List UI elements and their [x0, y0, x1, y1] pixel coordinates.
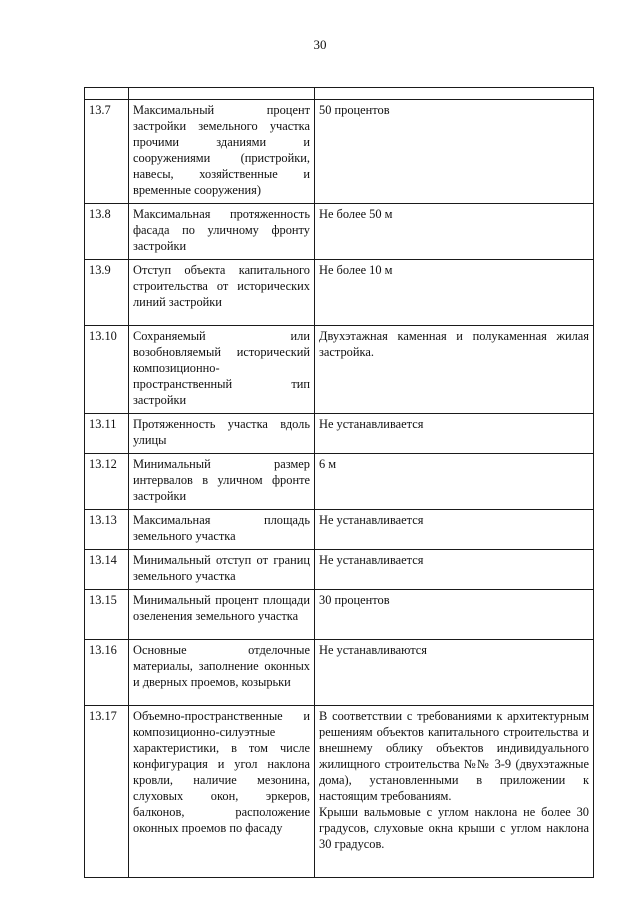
parameter-name: Протяженность участка вдоль улицы [129, 414, 315, 454]
table-row [85, 260, 594, 326]
parameter-name: Минимальный отступ от границ земельного участка [129, 550, 315, 590]
table-row [85, 706, 594, 878]
requirements-table [84, 87, 594, 878]
parameter-value [315, 706, 594, 878]
parameter-name: Минимальный размер интервалов в уличном фронте застройки [129, 454, 315, 510]
row-number: 13.15 [85, 590, 129, 640]
table-row [85, 590, 594, 640]
parameter-value: Не устанавливается [315, 510, 594, 550]
parameter-name: Объемно-пространственные и композиционно-силуэтные характеристики, в том числе конфигурация и угол наклона кровли, наличие мезонина, слуховых окон, эркеров, балконов, расположение оконных проемов по фасаду [129, 706, 315, 878]
row-number: 13.12 [85, 454, 129, 510]
gap-cell [129, 88, 315, 100]
parameter-name: Отступ объекта капитального строительства от исторических линий застройки [129, 260, 315, 326]
table-row [85, 550, 594, 590]
table-row [85, 204, 594, 260]
table-row [85, 510, 594, 550]
parameter-value: Не более 50 м [315, 204, 594, 260]
row-number: 13.16 [85, 640, 129, 706]
table-top-gap [85, 88, 594, 100]
row-number: 13.14 [85, 550, 129, 590]
page-number: 30 [313, 37, 327, 52]
parameter-value: 30 процентов [315, 590, 594, 640]
parameter-value: Не более 10 м [315, 260, 594, 326]
value-paragraph: Крыши вальмовые с углом наклона не более 30 градусов, слуховые окна крыши с углом наклона 30 градусов. [319, 805, 589, 851]
parameter-value: Не устанавливается [315, 550, 594, 590]
parameter-value: 50 процентов [315, 100, 594, 204]
value-paragraph: В соответствии с требованиями к архитектурным решениям объектов капитального строительства и внешнему облику объектов индивидуального жилищного строительства №№ 3-9 (двухэтажные дома), установленными в приложении к настоящим требованиям. [319, 709, 589, 803]
parameter-name: Минимальный процент площади озеленения земельного участка [129, 590, 315, 640]
parameter-value: 6 м [315, 454, 594, 510]
table-row [85, 100, 594, 204]
row-number: 13.17 [85, 706, 129, 878]
table-row [85, 454, 594, 510]
parameter-name: Максимальная протяженность фасада по уличному фронту застройки [129, 204, 315, 260]
parameter-value: Не устанавливаются [315, 640, 594, 706]
gap-cell [315, 88, 594, 100]
parameter-name: Максимальный процент застройки земельного участка прочими зданиями и сооружениями (пристройки, навесы, хозяйственные и временные сооружения) [129, 100, 315, 204]
parameter-value: Двухэтажная каменная и полукаменная жилая застройка. [315, 326, 594, 414]
table-row [85, 414, 594, 454]
row-number: 13.9 [85, 260, 129, 326]
row-number: 13.10 [85, 326, 129, 414]
row-number: 13.7 [85, 100, 129, 204]
row-number: 13.11 [85, 414, 129, 454]
parameter-name: Сохраняемый или возобновляемый исторический композиционно-пространственный тип застройки [129, 326, 315, 414]
row-number: 13.13 [85, 510, 129, 550]
parameter-name: Максимальная площадь земельного участка [129, 510, 315, 550]
row-number: 13.8 [85, 204, 129, 260]
table-row [85, 326, 594, 414]
parameter-name: Основные отделочные материалы, заполнение оконных и дверных проемов, козырьки [129, 640, 315, 706]
table-row [85, 640, 594, 706]
parameter-value: Не устанавливается [315, 414, 594, 454]
gap-cell [85, 88, 129, 100]
